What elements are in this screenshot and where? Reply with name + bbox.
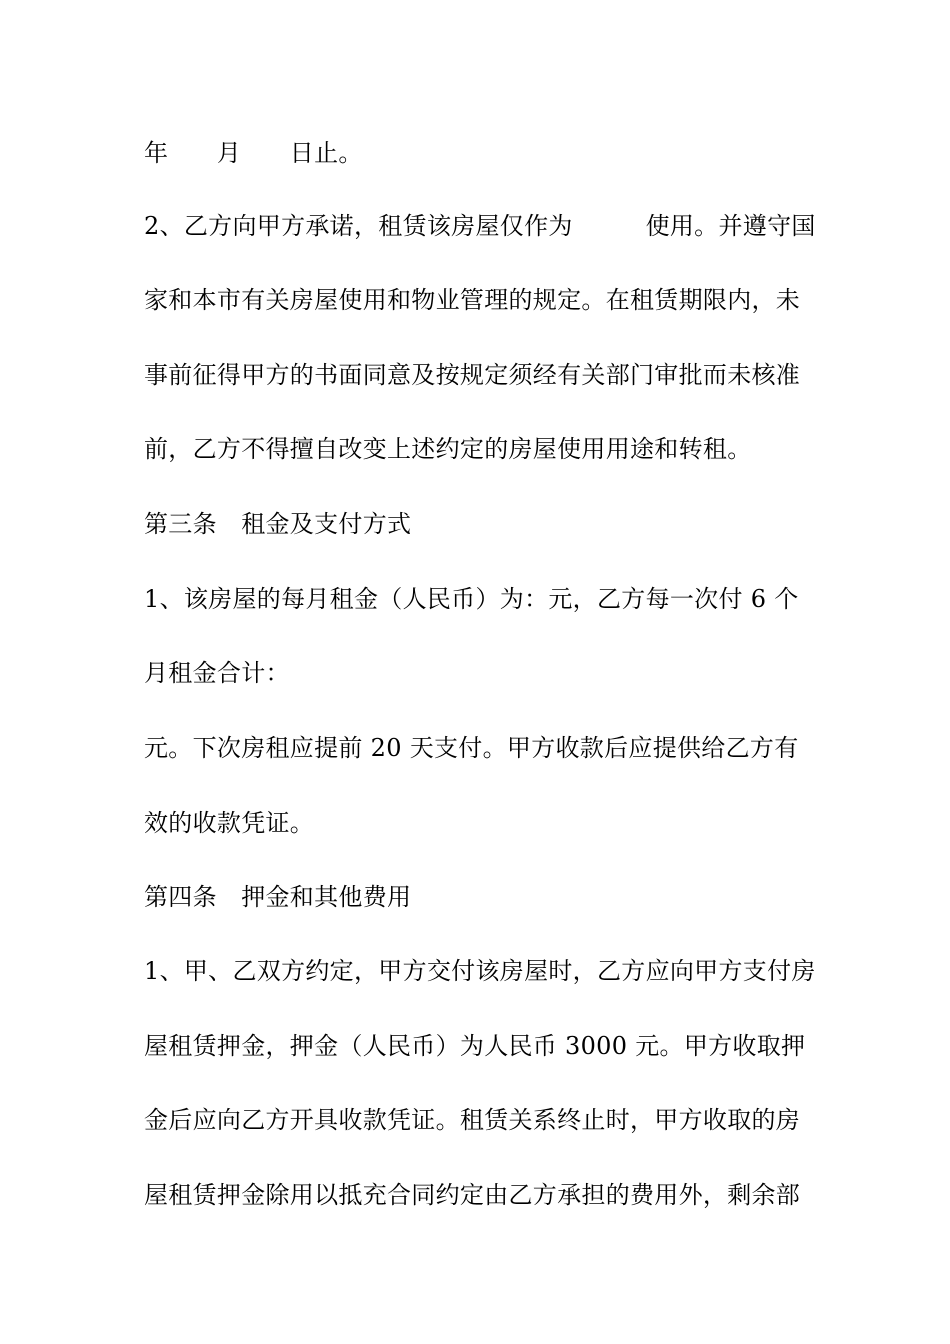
text-line: 效的收款凭证。 <box>144 809 315 837</box>
text-line: 金后应向乙方开具收款凭证。租赁关系终止时，甲方收取的房 <box>144 1106 801 1134</box>
text-line: 1、该房屋的每月租金（人民币）为：元，乙方每一次付 6 个 <box>144 585 799 613</box>
text-line: 2、乙方向甲方承诺，租赁该房屋仅作为 使用。并遵守国 <box>144 212 816 240</box>
text-line: 元。下次房租应提前 20 天支付。甲方收款后应提供给乙方有 <box>144 734 799 762</box>
text-line: 月租金合计： <box>144 659 290 687</box>
text-line: 家和本市有关房屋使用和物业管理的规定。在租赁期限内，未 <box>144 286 801 314</box>
text-line: 前，乙方不得擅自改变上述约定的房屋使用用途和转租。 <box>144 435 752 463</box>
text-line: 屋租赁押金除用以抵充合同约定由乙方承担的费用外，剩余部 <box>144 1181 801 1209</box>
text-line: 屋租赁押金，押金（人民币）为人民币 3000 元。甲方收取押 <box>144 1032 806 1060</box>
text-line: 1、甲、乙双方约定，甲方交付该房屋时，乙方应向甲方支付房 <box>144 957 816 985</box>
section-heading: 第四条 押金和其他费用 <box>144 883 412 911</box>
text-line: 年 月 日止。 <box>144 139 363 167</box>
section-heading: 第三条 租金及支付方式 <box>144 510 412 538</box>
text-line: 事前征得甲方的书面同意及按规定须经有关部门审批而未核准 <box>144 361 801 389</box>
